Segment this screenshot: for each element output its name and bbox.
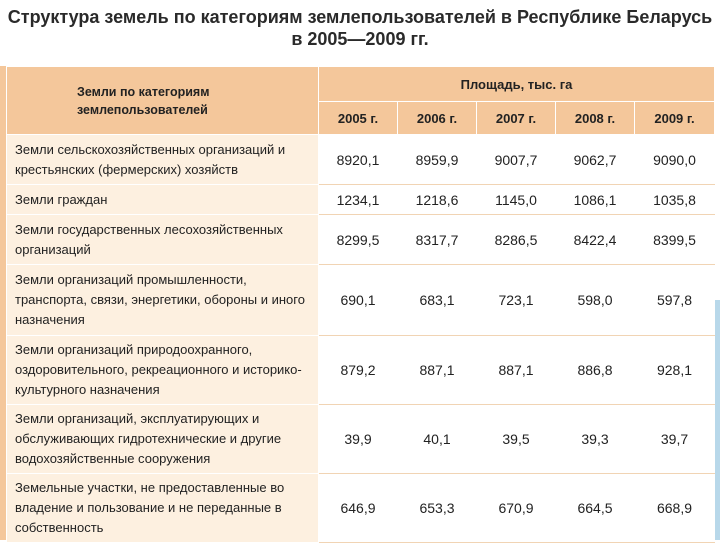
cell-value: 597,8 bbox=[635, 265, 715, 336]
table-row bbox=[7, 474, 715, 543]
header-year: 2006 г. bbox=[398, 102, 477, 135]
cell-value: 598,0 bbox=[556, 265, 635, 336]
header-year: 2008 г. bbox=[556, 102, 635, 135]
cell-value: 1035,8 bbox=[635, 185, 715, 215]
cell-value: 9090,0 bbox=[635, 135, 715, 185]
cell-value: 664,5 bbox=[556, 474, 635, 543]
cell-value: 39,9 bbox=[319, 405, 398, 474]
row-category: Земли организаций, эксплуатирующих и обслуживающих гидротехнические и другие водохозяйственные сооружения bbox=[7, 405, 319, 474]
cell-value: 646,9 bbox=[319, 474, 398, 543]
cell-value: 8317,7 bbox=[398, 215, 477, 265]
page-title bbox=[0, 6, 720, 50]
cell-value: 9062,7 bbox=[556, 135, 635, 185]
cell-value: 9007,7 bbox=[477, 135, 556, 185]
cell-value: 886,8 bbox=[556, 336, 635, 405]
row-category: Земельные участки, не предоставленные во владение и пользование и не переданные в собственность bbox=[7, 474, 319, 543]
table-row bbox=[7, 215, 715, 265]
cell-value: 887,1 bbox=[398, 336, 477, 405]
header-year: 2007 г. bbox=[477, 102, 556, 135]
cell-value: 8299,5 bbox=[319, 215, 398, 265]
row-category: Земли государственных лесохозяйственных организаций bbox=[7, 215, 319, 265]
cell-value: 39,3 bbox=[556, 405, 635, 474]
cell-value: 40,1 bbox=[398, 405, 477, 474]
title-line-2: в 2005—2009 гг. bbox=[291, 29, 429, 49]
cell-value: 39,7 bbox=[635, 405, 715, 474]
cell-value: 723,1 bbox=[477, 265, 556, 336]
cell-value: 668,9 bbox=[635, 474, 715, 543]
land-structure-table bbox=[6, 66, 714, 543]
cell-value: 683,1 bbox=[398, 265, 477, 336]
cell-value: 1234,1 bbox=[319, 185, 398, 215]
header-year: 2009 г. bbox=[635, 102, 715, 135]
cell-value: 8920,1 bbox=[319, 135, 398, 185]
cell-value: 8286,5 bbox=[477, 215, 556, 265]
cell-value: 39,5 bbox=[477, 405, 556, 474]
cell-value: 1086,1 bbox=[556, 185, 635, 215]
header-area: Площадь, тыс. га bbox=[319, 67, 715, 102]
title-line-1: Структура земель по категориям землепользователей в Республике Беларусь bbox=[7, 7, 713, 27]
row-category: Земли организаций промышленности, транспорта, связи, энергетики, обороны и иного назначения bbox=[7, 265, 319, 336]
cell-value: 1218,6 bbox=[398, 185, 477, 215]
cell-value: 928,1 bbox=[635, 336, 715, 405]
cell-value: 887,1 bbox=[477, 336, 556, 405]
table-row bbox=[7, 265, 715, 336]
table-row bbox=[7, 185, 715, 215]
table-row bbox=[7, 135, 715, 185]
cell-value: 8399,5 bbox=[635, 215, 715, 265]
cell-value: 670,9 bbox=[477, 474, 556, 543]
cell-value: 1145,0 bbox=[477, 185, 556, 215]
header-category: Земли по категориям землепользователей bbox=[7, 67, 319, 135]
cell-value: 8959,9 bbox=[398, 135, 477, 185]
table-row bbox=[7, 405, 715, 474]
header-year: 2005 г. bbox=[319, 102, 398, 135]
row-category: Земли сельскохозяйственных организаций и крестьянских (фермерских) хозяйств bbox=[7, 135, 319, 185]
cell-value: 879,2 bbox=[319, 336, 398, 405]
data-table bbox=[6, 66, 715, 543]
cell-value: 8422,4 bbox=[556, 215, 635, 265]
cell-value: 653,3 bbox=[398, 474, 477, 543]
table-row bbox=[7, 336, 715, 405]
row-category: Земли организаций природоохранного, оздоровительного, рекреационного и историко-культурного назначения bbox=[7, 336, 319, 405]
cell-value: 690,1 bbox=[319, 265, 398, 336]
table-body bbox=[7, 135, 715, 543]
row-category: Земли граждан bbox=[7, 185, 319, 215]
